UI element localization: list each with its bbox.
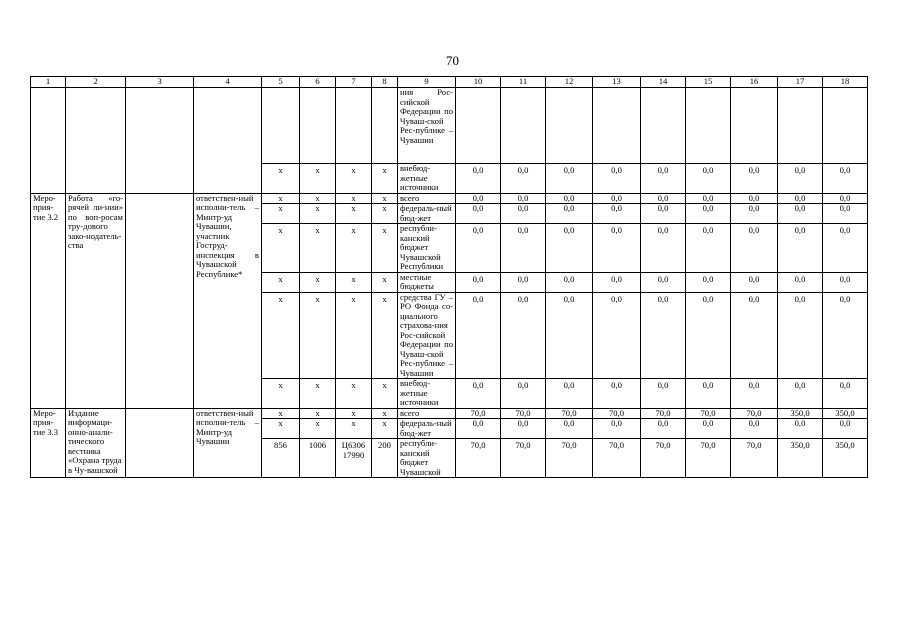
table-cell: 0,0 xyxy=(778,292,823,379)
value-cell: 0,0 xyxy=(456,164,501,194)
col-header: 16 xyxy=(731,77,778,88)
table-cell: 70,0 xyxy=(731,439,778,478)
col-header: 1 xyxy=(31,77,66,88)
table-cell: 0,0 xyxy=(546,204,593,224)
table-cell: 0,0 xyxy=(546,224,593,273)
table-cell: 0,0 xyxy=(546,379,593,409)
table-cell: 0,0 xyxy=(686,379,731,409)
empty-cell xyxy=(686,88,731,164)
header-row xyxy=(31,77,868,88)
empty-cell xyxy=(31,88,66,194)
page-number: 70 xyxy=(446,53,459,68)
measure-name: Издание информаци-онно-анали-тического вестника «Охрана труда в Чу-вашской xyxy=(66,408,126,478)
budget-table xyxy=(30,76,868,478)
table-cell: 0,0 xyxy=(456,419,501,439)
table-cell: 0,0 xyxy=(456,272,501,292)
col-header: 15 xyxy=(686,77,731,88)
table-cell: 0,0 xyxy=(641,379,686,409)
table-cell: x xyxy=(262,379,300,409)
table-cell: 70,0 xyxy=(456,439,501,478)
empty-cell xyxy=(126,88,194,194)
empty-cell xyxy=(194,88,262,194)
table-cell: 0,0 xyxy=(778,224,823,273)
table-cell: 70,0 xyxy=(641,408,686,419)
table-cell: 0,0 xyxy=(641,224,686,273)
table-cell: 856 xyxy=(262,439,300,478)
table-cell: x xyxy=(262,272,300,292)
col-header: 17 xyxy=(778,77,823,88)
empty-cell xyxy=(336,88,372,164)
table-cell: 0,0 xyxy=(501,224,546,273)
table-cell: 0,0 xyxy=(823,419,868,439)
cell-c8: x xyxy=(372,164,398,194)
measure-name: Работа «го-рячей ли-нии» по воп-росам тру-дового зако-нодатель-ства xyxy=(66,193,126,408)
table-cell: 0,0 xyxy=(593,379,641,409)
empty-cell xyxy=(501,88,546,164)
table-cell: x xyxy=(372,272,398,292)
empty-cell xyxy=(823,88,868,164)
measure-executor: ответствен-ный исполни-тель – Минтр-уд Чувашии xyxy=(194,408,262,478)
table-cell: 0,0 xyxy=(501,292,546,379)
table-cell: 0,0 xyxy=(731,204,778,224)
table-cell: 0,0 xyxy=(641,204,686,224)
table-cell: x xyxy=(336,272,372,292)
table-cell: 0,0 xyxy=(641,193,686,204)
table-cell: x xyxy=(372,204,398,224)
table-cell: 0,0 xyxy=(686,419,731,439)
empty-cell xyxy=(126,193,194,408)
table-cell: 350,0 xyxy=(823,408,868,419)
col-header: 10 xyxy=(456,77,501,88)
table-cell: 0,0 xyxy=(778,419,823,439)
col-header: 9 xyxy=(398,77,456,88)
table-cell: 0,0 xyxy=(731,292,778,379)
table-cell: 0,0 xyxy=(501,204,546,224)
col-header: 11 xyxy=(501,77,546,88)
table-cell: 0,0 xyxy=(593,419,641,439)
table-cell: 0,0 xyxy=(686,224,731,273)
value-cell: 0,0 xyxy=(731,164,778,194)
table-cell: x xyxy=(336,408,372,419)
table-cell: x xyxy=(300,408,336,419)
table-cell: 0,0 xyxy=(546,272,593,292)
table-cell: 0,0 xyxy=(823,204,868,224)
empty-cell xyxy=(300,88,336,164)
col-header: 7 xyxy=(336,77,372,88)
table-cell: 0,0 xyxy=(686,193,731,204)
table-cell: x xyxy=(372,224,398,273)
empty-cell xyxy=(262,88,300,164)
table-cell: x xyxy=(262,419,300,439)
col-header: 4 xyxy=(194,77,262,88)
table-cell: x xyxy=(300,379,336,409)
table-cell: 70,0 xyxy=(501,408,546,419)
empty-cell xyxy=(372,88,398,164)
table-cell: x xyxy=(300,292,336,379)
table-cell: x xyxy=(336,379,372,409)
funding-source: внебюд-жетные источники xyxy=(398,164,456,194)
value-cell: 0,0 xyxy=(641,164,686,194)
table-cell: 70,0 xyxy=(546,408,593,419)
funding-source: республи-канский бюджет Чувашской Республики xyxy=(398,224,456,273)
value-cell: 0,0 xyxy=(778,164,823,194)
table-cell: 0,0 xyxy=(546,419,593,439)
table-cell: 0,0 xyxy=(593,292,641,379)
value-cell: 0,0 xyxy=(823,164,868,194)
table-cell: x xyxy=(372,379,398,409)
table-cell: 200 xyxy=(372,439,398,478)
table-cell: 0,0 xyxy=(641,292,686,379)
col-header: 12 xyxy=(546,77,593,88)
table-cell: 0,0 xyxy=(456,292,501,379)
table-cell: 0,0 xyxy=(778,204,823,224)
table-cell: 0,0 xyxy=(501,272,546,292)
table-cell: 0,0 xyxy=(593,224,641,273)
measure-executor: ответствен-ный исполни-тель – Минтр-уд Чувашии, участник Гоструд-инспекция в Чувашской Республике* xyxy=(194,193,262,408)
table-row xyxy=(31,408,868,419)
table-cell: x xyxy=(262,292,300,379)
table-cell: 0,0 xyxy=(731,224,778,273)
table-row xyxy=(31,193,868,204)
col-header: 8 xyxy=(372,77,398,88)
table-cell: 0,0 xyxy=(823,292,868,379)
table-cell: x xyxy=(372,193,398,204)
table-cell: 0,0 xyxy=(823,193,868,204)
table-cell: 0,0 xyxy=(731,272,778,292)
table-cell: 0,0 xyxy=(456,379,501,409)
table-cell: x xyxy=(336,292,372,379)
col-header: 2 xyxy=(66,77,126,88)
funding-source: ния Рос-сийской Федерации по Чуваш-ской Рес-публике – Чувашии xyxy=(398,88,456,164)
table-cell: 0,0 xyxy=(823,379,868,409)
table-cell: 0,0 xyxy=(593,204,641,224)
table-cell: 350,0 xyxy=(823,439,868,478)
value-cell: 0,0 xyxy=(501,164,546,194)
empty-cell xyxy=(641,88,686,164)
table-cell: 1006 xyxy=(300,439,336,478)
cell-c5: x xyxy=(262,164,300,194)
table-cell: 0,0 xyxy=(456,224,501,273)
measure-label: Меро-прия-тие 3.2 xyxy=(31,193,66,408)
table-cell: 0,0 xyxy=(778,193,823,204)
table-cell: 0,0 xyxy=(686,292,731,379)
table-cell: x xyxy=(372,419,398,439)
table-cell: x xyxy=(262,204,300,224)
funding-source: всего xyxy=(398,408,456,419)
table-cell: 0,0 xyxy=(823,272,868,292)
table-cell: 0,0 xyxy=(778,272,823,292)
table-cell: x xyxy=(300,272,336,292)
funding-source: средства ГУ – РО Фонда со-циального страхова-ния Рос-сийской Федерации по Чуваш-ской Рес-публике – Чувашии xyxy=(398,292,456,379)
col-header: 18 xyxy=(823,77,868,88)
table-cell: 0,0 xyxy=(731,419,778,439)
funding-source: всего xyxy=(398,193,456,204)
table-cell: 70,0 xyxy=(546,439,593,478)
table-cell: 0,0 xyxy=(501,193,546,204)
table-cell: 0,0 xyxy=(501,419,546,439)
table-cell: x xyxy=(372,408,398,419)
cell-c6: x xyxy=(300,164,336,194)
table-cell: 0,0 xyxy=(593,193,641,204)
value-cell: 0,0 xyxy=(686,164,731,194)
empty-cell xyxy=(456,88,501,164)
empty-cell xyxy=(66,88,126,194)
table-cell: x xyxy=(300,419,336,439)
table-cell: 0,0 xyxy=(456,204,501,224)
table-row xyxy=(31,88,868,164)
col-header: 14 xyxy=(641,77,686,88)
table-cell: 0,0 xyxy=(641,272,686,292)
table-cell: 0,0 xyxy=(501,379,546,409)
empty-cell xyxy=(778,88,823,164)
table-cell: 0,0 xyxy=(593,272,641,292)
table-cell: x xyxy=(372,292,398,379)
table-cell: 70,0 xyxy=(641,439,686,478)
table-cell: 0,0 xyxy=(731,193,778,204)
funding-source: федераль-ный бюд-жет xyxy=(398,204,456,224)
table-cell: 0,0 xyxy=(731,379,778,409)
table-cell: x xyxy=(262,224,300,273)
col-header: 5 xyxy=(262,77,300,88)
table-cell: 70,0 xyxy=(686,439,731,478)
table-cell: x xyxy=(336,224,372,273)
empty-cell xyxy=(731,88,778,164)
table-cell: 70,0 xyxy=(593,439,641,478)
table-cell: x xyxy=(336,204,372,224)
table-cell: x xyxy=(300,224,336,273)
table-cell: 350,0 xyxy=(778,408,823,419)
table-cell: 0,0 xyxy=(686,204,731,224)
funding-source: местные бюджеты xyxy=(398,272,456,292)
col-header: 13 xyxy=(593,77,641,88)
table-cell: 0,0 xyxy=(778,379,823,409)
table-cell: 70,0 xyxy=(593,408,641,419)
cell-c7: x xyxy=(336,164,372,194)
table-cell: 70,0 xyxy=(456,408,501,419)
value-cell: 0,0 xyxy=(546,164,593,194)
table-cell: 0,0 xyxy=(546,193,593,204)
table-cell: x xyxy=(300,204,336,224)
empty-cell xyxy=(546,88,593,164)
table-cell: 0,0 xyxy=(546,292,593,379)
table-cell: x xyxy=(336,193,372,204)
empty-cell xyxy=(126,408,194,478)
funding-source: республи-канский бюджет Чувашской xyxy=(398,439,456,478)
value-cell: 0,0 xyxy=(593,164,641,194)
table-cell: 70,0 xyxy=(731,408,778,419)
table-cell: 0,0 xyxy=(823,224,868,273)
table-cell: 70,0 xyxy=(501,439,546,478)
table-cell: x xyxy=(262,193,300,204)
measure-label: Меро-прия-тие 3.3 xyxy=(31,408,66,478)
funding-source: внебюд-жетные источники xyxy=(398,379,456,409)
table-cell: x xyxy=(262,408,300,419)
table-cell: 70,0 xyxy=(686,408,731,419)
table-cell: 350,0 xyxy=(778,439,823,478)
col-header: 3 xyxy=(126,77,194,88)
table-cell: Ц6306 17990 xyxy=(336,439,372,478)
table-cell: 0,0 xyxy=(686,272,731,292)
table-cell: 0,0 xyxy=(456,193,501,204)
funding-source: федераль-ный бюд-жет xyxy=(398,419,456,439)
table-cell: x xyxy=(300,193,336,204)
table-cell: 0,0 xyxy=(641,419,686,439)
empty-cell xyxy=(593,88,641,164)
col-header: 6 xyxy=(300,77,336,88)
table-cell: x xyxy=(336,419,372,439)
